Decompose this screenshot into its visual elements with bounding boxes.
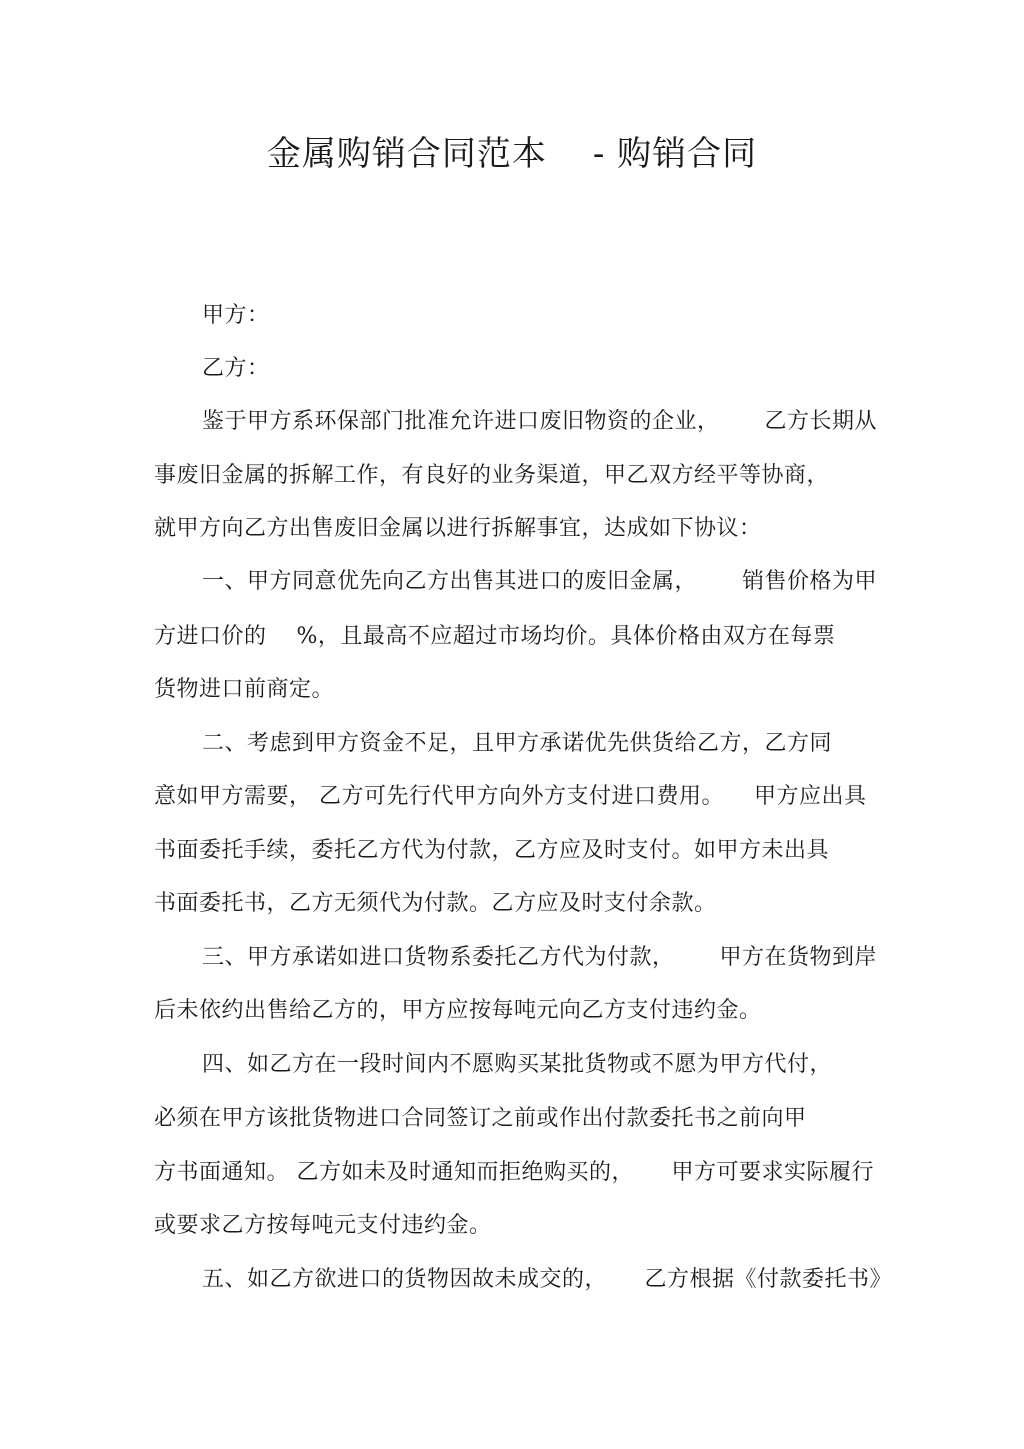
clause-3-line: 后未依约出售给乙方的，甲方应按每吨元向乙方支付违约金。 [154,998,762,1023]
paragraph-line: 事废旧金属的拆解工作，有良好的业务渠道，甲乙双方经平等协商， [154,463,830,488]
clause-2-line: 书面委托书，乙方无须代为付款。乙方应及时支付余款。 [154,891,717,916]
clause-4-line: 或要求乙方按每吨元支付违约金。 [154,1213,492,1238]
title-main: 金属购销合同范本 [266,134,547,174]
document-title [0,130,1024,178]
paragraph-line: 鉴于甲方系环保部门批准允许进口废旧物资的企业， 乙方长期从 [202,409,877,434]
title-sub: - 购销合同 [592,134,758,174]
clause-3-line: 三、甲方承诺如进口货物系委托乙方代为付款， 甲方在货物到岸 [202,945,877,970]
clause-4-line: 四、如乙方在一段时间内不愿购买某批货物或不愿为甲方代付， [202,1052,833,1077]
clause-2-line: 意如甲方需要， 乙方可先行代甲方向外方支付进口费用。 甲方应出具 [154,784,867,809]
clause-2-line: 书面委托手续，委托乙方代为付款，乙方应及时支付。如甲方未出具 [154,838,830,863]
party-a-line: 甲方： [202,303,270,328]
clause-1-line: 货物进口前商定。 [154,677,335,702]
clause-5-line: 五、如乙方欲进口的货物因故未成交的， 乙方根据《付款委托书》 [202,1267,892,1292]
paragraph-line: 就甲方向乙方出售废旧金属以进行拆解事宜，达成如下协议： [154,516,762,541]
clause-2-line: 二、考虑到甲方资金不足，且甲方承诺优先供货给乙方，乙方同 [202,731,833,756]
clause-4-line: 方书面通知。 乙方如未及时通知而拒绝购买的， 甲方可要求实际履行 [154,1160,874,1185]
clause-1-line: 一、甲方同意优先向乙方出售其进口的废旧金属， 销售价格为甲 [202,569,877,594]
party-b-line: 乙方： [202,356,270,381]
clause-1-line: 方进口价的 %，且最高不应超过市场均价。具体价格由双方在每票 [154,624,836,649]
clause-4-line: 必须在甲方该批货物进口合同签订之前或作出付款委托书之前向甲 [154,1106,807,1131]
